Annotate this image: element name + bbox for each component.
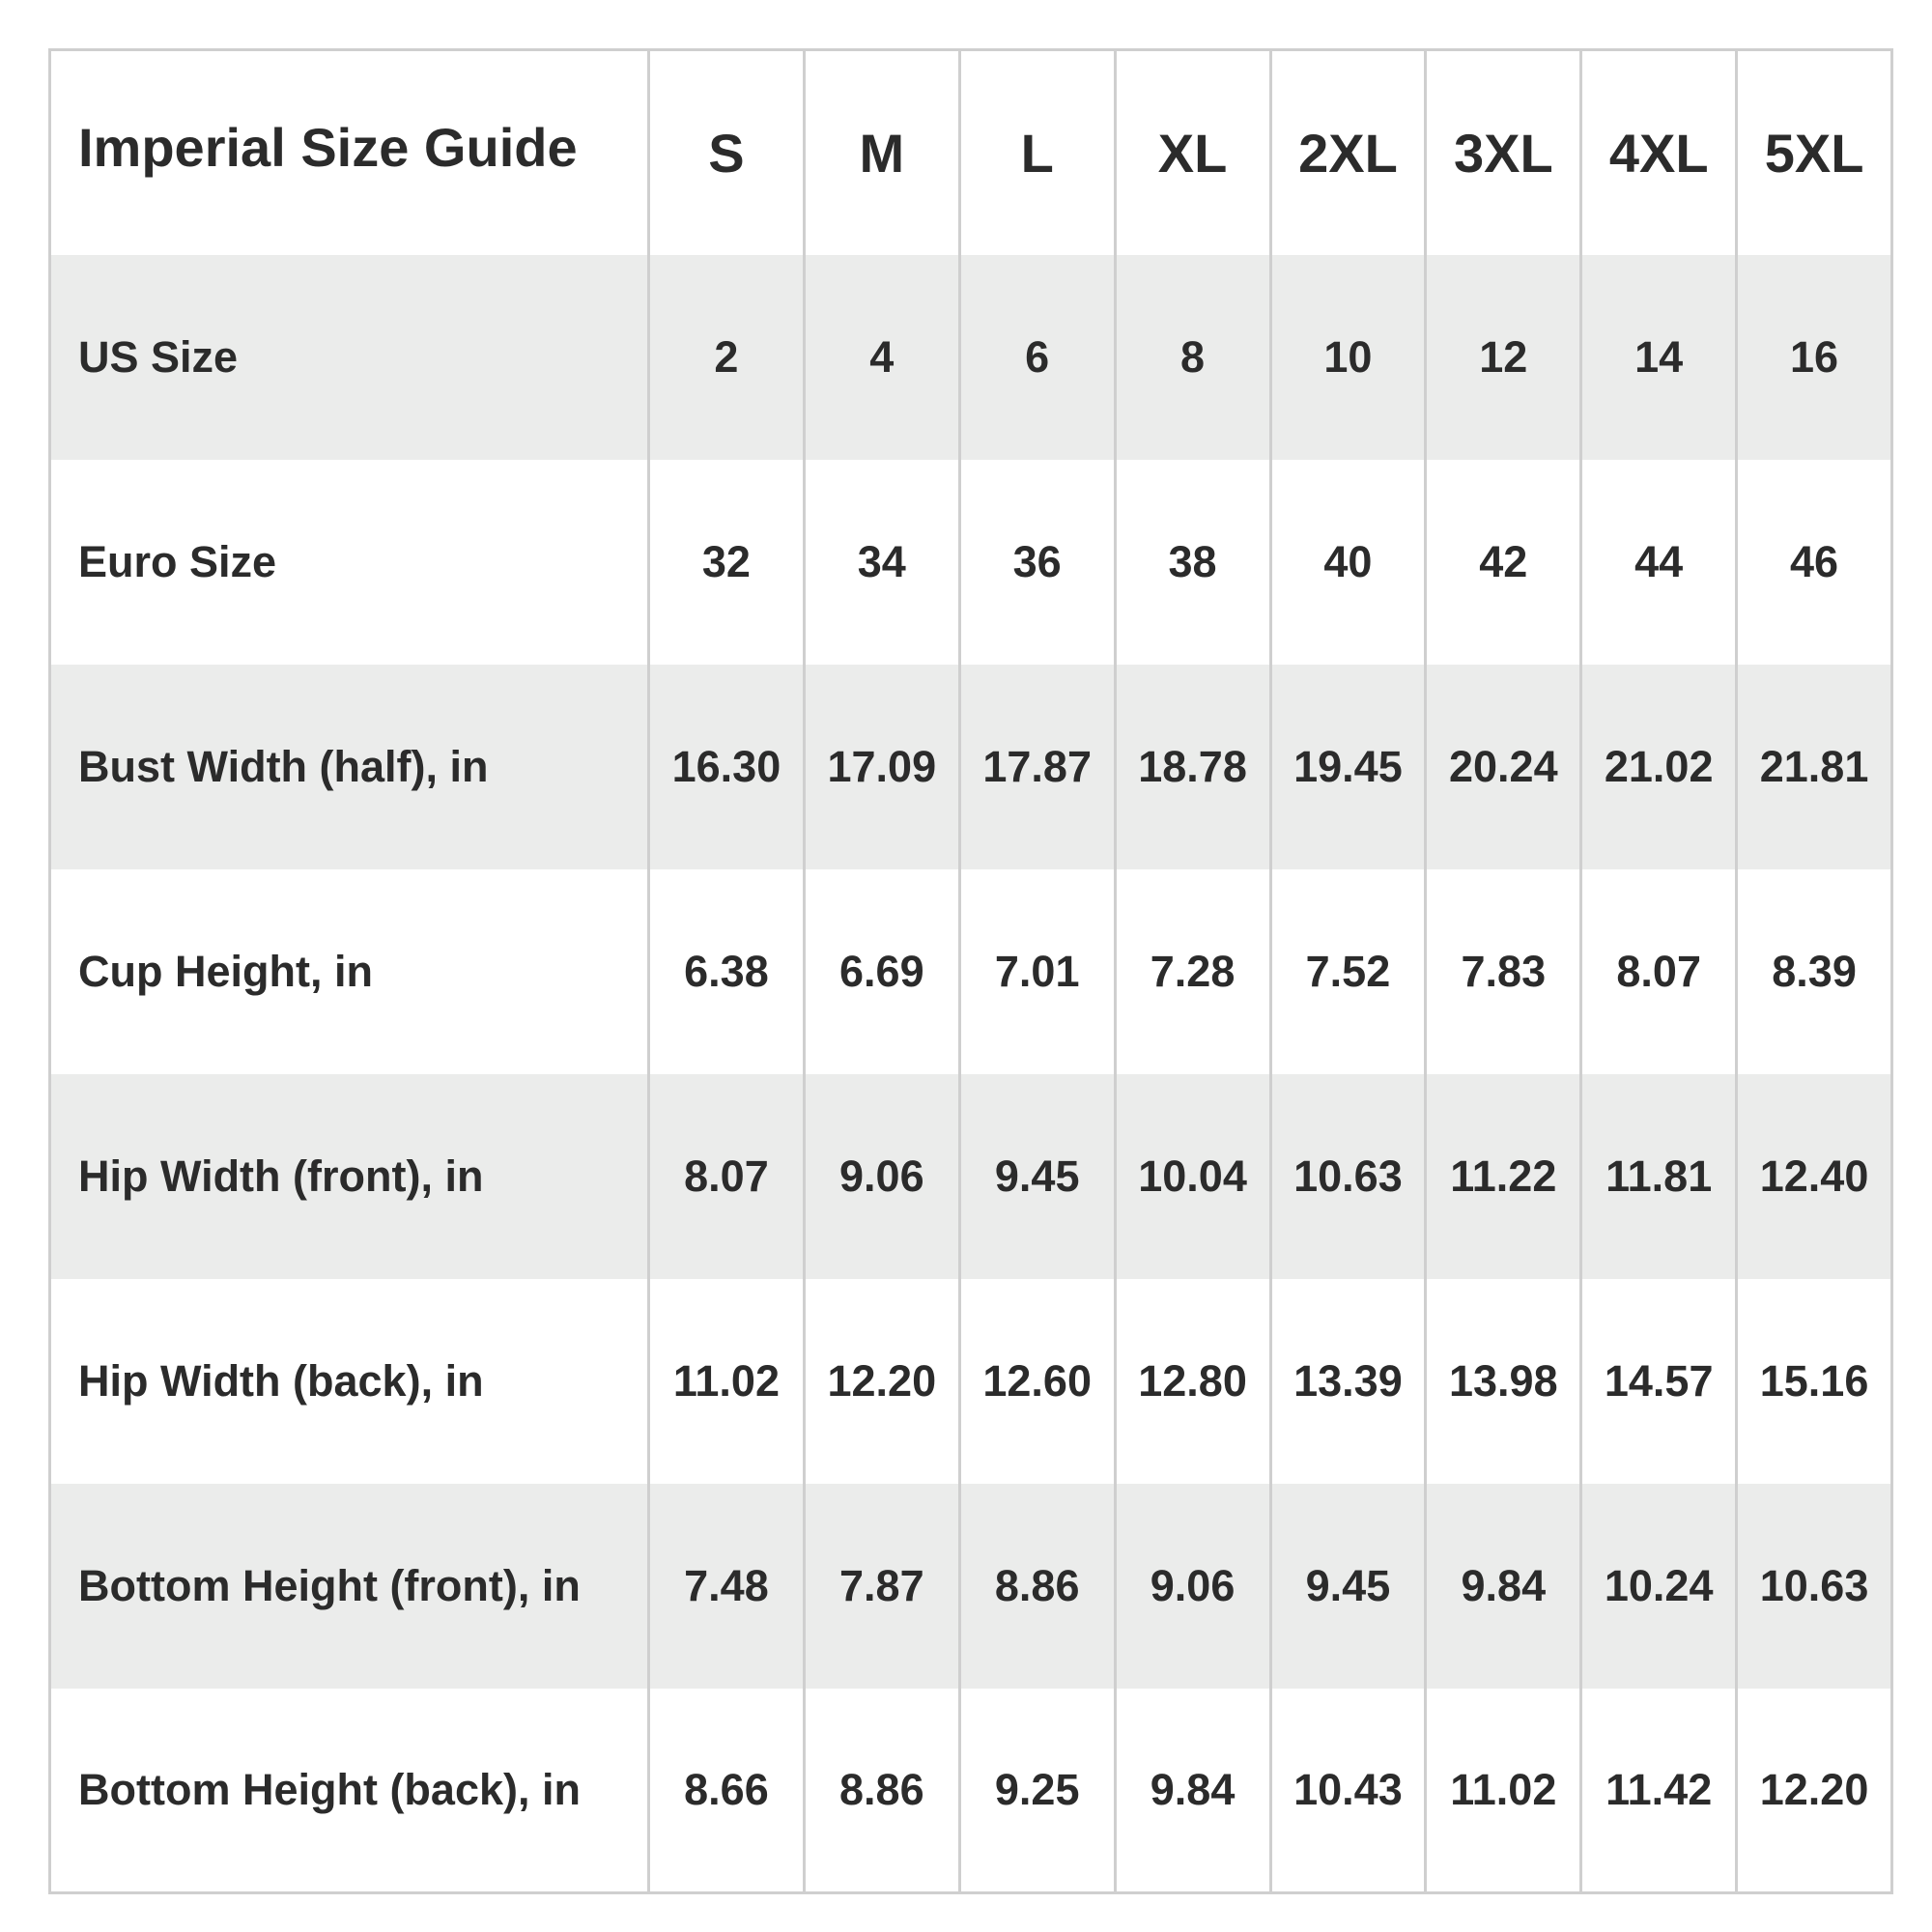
table-cell: 9.06 <box>1115 1484 1270 1689</box>
table-cell: 11.02 <box>1426 1689 1581 1893</box>
row-label: Hip Width (back), in <box>78 1355 484 1406</box>
table-cell: 12.20 <box>1737 1689 1892 1893</box>
table-cell: 10.63 <box>1270 1074 1426 1279</box>
table-cell: 6.38 <box>649 869 805 1074</box>
table-cell: 21.02 <box>1581 665 1737 869</box>
row-label: Bottom Height (front), in <box>78 1560 581 1610</box>
table-cell: 8.86 <box>959 1484 1115 1689</box>
table-cell: 14.57 <box>1581 1279 1737 1484</box>
table-cell: 7.01 <box>959 869 1115 1074</box>
table-cell: 9.45 <box>1270 1484 1426 1689</box>
table-cell: 12.20 <box>804 1279 959 1484</box>
row-label: Hip Width (front), in <box>78 1151 484 1201</box>
table-cell: 44 <box>1581 460 1737 665</box>
size-header-2xl: 2XL <box>1270 50 1426 255</box>
row-label: US Size <box>78 331 239 382</box>
size-header-5xl: 5XL <box>1737 50 1892 255</box>
table-cell: 40 <box>1270 460 1426 665</box>
table-cell: 10.04 <box>1115 1074 1270 1279</box>
table-cell: 17.87 <box>959 665 1115 869</box>
table-cell: 38 <box>1115 460 1270 665</box>
table-cell: 11.22 <box>1426 1074 1581 1279</box>
table-cell: 8.07 <box>649 1074 805 1279</box>
table-cell: 8.07 <box>1581 869 1737 1074</box>
size-header-3xl: 3XL <box>1426 50 1581 255</box>
size-header-xl: XL <box>1115 50 1270 255</box>
size-header-l: L <box>959 50 1115 255</box>
table-cell: 2 <box>649 255 805 460</box>
table-cell: 36 <box>959 460 1115 665</box>
table-cell: 8 <box>1115 255 1270 460</box>
size-header-s: S <box>649 50 805 255</box>
size-header-4xl: 4XL <box>1581 50 1737 255</box>
table-row-bottom-height-front <box>50 1484 1892 1689</box>
table-cell: 12.40 <box>1737 1074 1892 1279</box>
table-cell: 16 <box>1737 255 1892 460</box>
size-header-m: M <box>804 50 959 255</box>
table-cell: 11.42 <box>1581 1689 1737 1893</box>
table-title: Imperial Size Guide <box>78 116 578 178</box>
table-row-bottom-height-back <box>50 1689 1892 1893</box>
table-cell: 4 <box>804 255 959 460</box>
table-cell: 7.48 <box>649 1484 805 1689</box>
table-cell: 15.16 <box>1737 1279 1892 1484</box>
table-cell: 9.45 <box>959 1074 1115 1279</box>
table-cell: 7.52 <box>1270 869 1426 1074</box>
table-cell: 11.81 <box>1581 1074 1737 1279</box>
table-row-cup-height <box>50 869 1892 1074</box>
table-row-bust-width <box>50 665 1892 869</box>
header-row <box>50 50 1892 255</box>
table-cell: 7.87 <box>804 1484 959 1689</box>
table-cell: 8.66 <box>649 1689 805 1893</box>
row-label: Euro Size <box>78 536 277 586</box>
table-row-euro-size <box>50 460 1892 665</box>
table-cell: 10 <box>1270 255 1426 460</box>
table-cell: 34 <box>804 460 959 665</box>
table-cell: 7.83 <box>1426 869 1581 1074</box>
table-cell: 19.45 <box>1270 665 1426 869</box>
table-cell: 46 <box>1737 460 1892 665</box>
table-cell: 11.02 <box>649 1279 805 1484</box>
table-cell: 17.09 <box>804 665 959 869</box>
table-cell: 13.39 <box>1270 1279 1426 1484</box>
table-row-hip-width-back <box>50 1279 1892 1484</box>
table-cell: 9.84 <box>1426 1484 1581 1689</box>
row-label: Bottom Height (back), in <box>78 1764 581 1814</box>
table-cell: 12.60 <box>959 1279 1115 1484</box>
size-guide-table <box>48 48 1893 1894</box>
table-cell: 9.06 <box>804 1074 959 1279</box>
table-cell: 13.98 <box>1426 1279 1581 1484</box>
table-cell: 42 <box>1426 460 1581 665</box>
table-cell: 10.63 <box>1737 1484 1892 1689</box>
table-cell: 10.43 <box>1270 1689 1426 1893</box>
table-cell: 18.78 <box>1115 665 1270 869</box>
row-label: Cup Height, in <box>78 946 373 996</box>
table-row-us-size <box>50 255 1892 460</box>
table-cell: 6 <box>959 255 1115 460</box>
table-cell: 8.86 <box>804 1689 959 1893</box>
table-cell: 8.39 <box>1737 869 1892 1074</box>
table-cell: 32 <box>649 460 805 665</box>
table-cell: 20.24 <box>1426 665 1581 869</box>
table-cell: 7.28 <box>1115 869 1270 1074</box>
table-cell: 16.30 <box>649 665 805 869</box>
table-cell: 9.25 <box>959 1689 1115 1893</box>
table-cell: 6.69 <box>804 869 959 1074</box>
table-row-hip-width-front <box>50 1074 1892 1279</box>
table-cell: 9.84 <box>1115 1689 1270 1893</box>
table-cell: 12.80 <box>1115 1279 1270 1484</box>
row-label: Bust Width (half), in <box>78 741 489 791</box>
table-cell: 12 <box>1426 255 1581 460</box>
table-cell: 21.81 <box>1737 665 1892 869</box>
table-cell: 10.24 <box>1581 1484 1737 1689</box>
table-cell: 14 <box>1581 255 1737 460</box>
